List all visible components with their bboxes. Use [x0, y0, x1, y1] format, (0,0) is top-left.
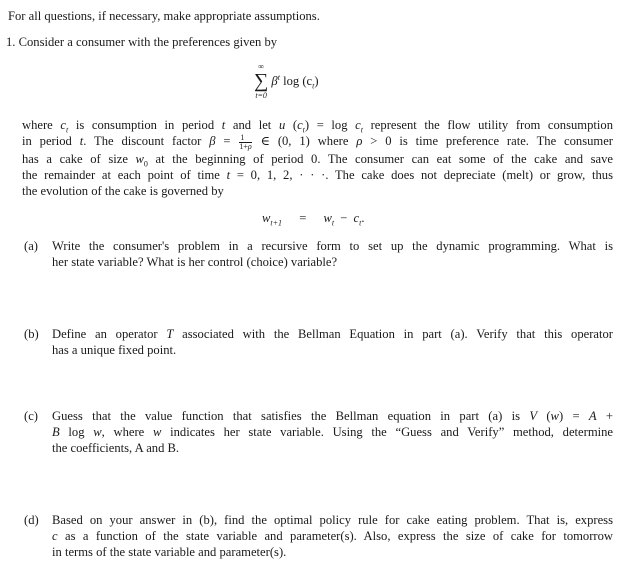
paragraph-line: the remainder at each point of time t = 0, 1, 2, · · ·. The cake does not depreciate (melt) or grow, thus: [22, 168, 613, 183]
part-c: [24, 408, 613, 457]
intro-instruction: For all questions, if necessary, make appropriate assumptions.: [8, 9, 320, 23]
sum-lower-limit: t=0: [255, 91, 267, 101]
eq-minus: −: [340, 211, 348, 225]
eq-rhs2: c: [353, 211, 360, 225]
part-d: [24, 512, 613, 561]
log-term: log (c: [283, 74, 313, 88]
eq-rhs-subscript: t: [331, 218, 335, 228]
eq-equals: =: [299, 211, 307, 225]
eq-lhs: w: [262, 211, 271, 225]
part-c-line: Guess that the value function that satisfies the Bellman equation in part (a) is V (w) = A +: [52, 409, 613, 423]
paragraph-line: the evolution of the cake is governed by: [22, 184, 224, 199]
eq-period: .: [361, 211, 365, 225]
part-b-label: (b): [24, 327, 39, 341]
part-b-line: Define an operator T associated with the Bellman Equation in part (a). Verify that this operator: [52, 327, 613, 341]
part-c-label: (c): [24, 409, 38, 423]
paragraph-line: in period t. The discount factor β = $\frac{1}{1+\rho}$ ∈ (0, 1) where ρ > 0 is time preference rate. The consumer: [22, 132, 613, 151]
part-a: [24, 238, 613, 270]
sum-upper-limit: ∞: [258, 62, 264, 71]
paragraph-line: where $c_t$ is consumption in period t and let u $(c_t) = \log c_t$ represent the flow utility from consumption: [22, 118, 613, 135]
beta-symbol: β: [271, 74, 278, 88]
beta-exponent: t: [277, 72, 280, 82]
part-c-line: the coefficients, A and B.: [52, 441, 180, 456]
log-close: ): [314, 74, 319, 88]
part-d-label: (d): [24, 513, 39, 527]
part-a-line: her state variable? What is her control (choice) variable?: [52, 255, 338, 270]
part-b-line: has a unique fixed point.: [52, 343, 177, 358]
part-d-line: in terms of the state variable and parameter(s).: [52, 545, 287, 560]
question-lead: Consider a consumer with the preferences given by: [18, 35, 278, 49]
eq-rhs: w: [323, 211, 332, 225]
question-heading: [6, 34, 277, 50]
transition-equation: [262, 210, 365, 226]
part-c-line: B log w, where w indicates her state variable. Using the “Guess and Verify” method, determine: [52, 425, 613, 440]
part-a-line: Write the consumer's problem in a recursive form to set up the dynamic programming. What is: [52, 239, 613, 253]
part-d-line: Based on your answer in (b), find the optimal policy rule for cake eating problem. That is, express: [52, 513, 613, 527]
question-number: 1.: [6, 35, 16, 49]
objective-formula: [254, 62, 319, 100]
part-d-line: c as a function of the state variable and parameter(s). Also, express the size of cake for tomorrow: [52, 529, 613, 544]
eq-lhs-subscript: t+1: [270, 218, 283, 228]
sum-symbol: ∑: [254, 70, 269, 92]
part-a-label: (a): [24, 239, 38, 253]
paragraph-line: has a cake of size $w_0$ at the beginning of period 0. The consumer can eat some of the cake and save: [22, 151, 613, 169]
problem-paragraph: [22, 117, 613, 199]
log-subscript: t: [312, 81, 315, 91]
eq-rhs2-subscript: t: [359, 218, 362, 228]
part-b: [24, 326, 613, 358]
